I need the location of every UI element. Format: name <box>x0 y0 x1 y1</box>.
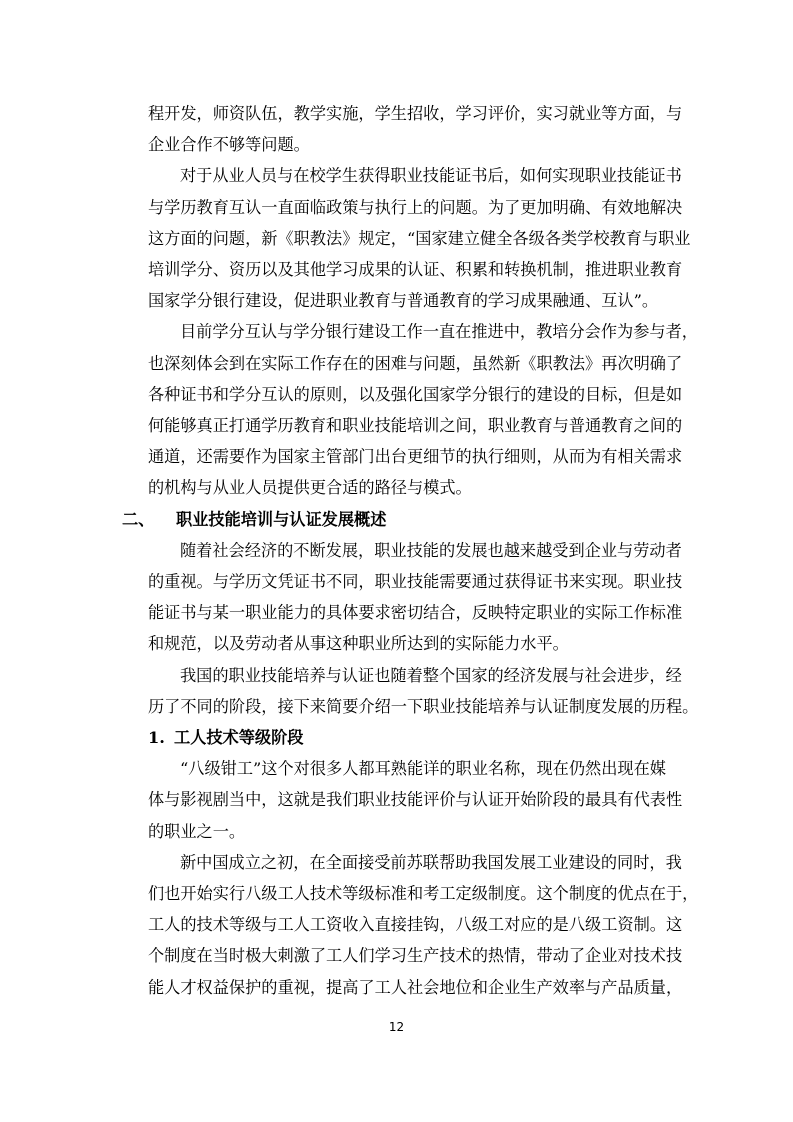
subsection-heading <box>148 722 658 753</box>
page-number: 12 <box>388 1020 405 1034</box>
text-line: 的机构与从业人员提供更合适的路径与模式。 <box>148 478 472 498</box>
text-line: 何能够真正打通学历教育和职业技能培训之间，职业教育与普通教育之间的 <box>148 416 683 436</box>
text-line: 也深刻体会到在实际工作存在的困难与问题，虽然新《职教法》再次明确了 <box>148 353 683 373</box>
text-line: 对于从业人员与在校学生获得职业技能证书后，如何实现职业技能证书 <box>180 166 682 186</box>
text-line: 和规范，以及劳动者从事这种职业所达到的实际能力水平。 <box>148 634 569 654</box>
text-line: 培训学分、资历以及其他学习成果的认证、积累和转换机制，推进职业教育 <box>148 260 683 280</box>
section-heading <box>122 504 658 535</box>
subsection-heading-number: 1. <box>148 728 165 748</box>
paragraph <box>148 660 699 722</box>
text-line: 国家学分银行建设，促进职业教育与普通教育的学习成果融通、互认”。 <box>148 291 659 311</box>
paragraph <box>148 847 699 1003</box>
paragraph <box>148 753 683 847</box>
text-line: 们也开始实行八级工人技术等级标准和考工定级制度。这个制度的优点在于， <box>148 884 699 904</box>
text-line: 工人的技术等级与工人工资收入直接挂钩，八级工对应的是八级工资制。这 <box>148 915 683 935</box>
text-line: 各种证书和学分互认的原则，以及强化国家学分银行的建设的目标，但是如 <box>148 384 683 404</box>
text-line: 随着社会经济的不断发展，职业技能的发展也越来越受到企业与劳动者 <box>180 540 682 560</box>
text-line: 程开发，师资队伍，教学实施，学生招收，学习评价，实习就业等方面，与 <box>148 104 683 123</box>
paragraph-group-intro <box>148 98 698 504</box>
paragraph <box>148 316 698 503</box>
text-line: 新中国成立之初，在全面接受前苏联帮助我国发展工业建设的同时，我 <box>180 852 682 872</box>
text-line: “八级钳工”这个对很多人都耳熟能详的职业名称，现在仍然出现在媒 <box>180 759 666 779</box>
text-line: 的职业之一。 <box>148 821 246 841</box>
text-line: 历了不同的阶段，接下来简要介绍一下职业技能培养与认证制度发展的历程。 <box>148 696 699 716</box>
text-line: 体与影视剧当中，这就是我们职业技能评价与认证开始阶段的最具有代表性 <box>148 790 683 810</box>
paragraph-group-subsection <box>148 753 699 1003</box>
text-line: 我国的职业技能培养与认证也随着整个国家的经济发展与社会进步，经 <box>180 665 682 685</box>
paragraph <box>148 160 691 316</box>
subsection-heading-title: 工人技术等级阶段 <box>174 728 304 748</box>
text-line: 能证书与某一职业能力的具体要求密切结合，反映特定职业的实际工作标准 <box>148 603 683 623</box>
section-heading-title: 职业技能培训与认证发展概述 <box>176 509 387 529</box>
paragraph <box>148 535 683 660</box>
paragraph-group-section <box>148 535 699 722</box>
text-line: 企业合作不够等问题。 <box>148 135 310 155</box>
text-line: 与学历教育互认一直面临政策与执行上的问题。为了更加明确、有效地解决 <box>148 197 683 217</box>
text-line: 目前学分互认与学分银行建设工作一直在推进中，教培分会作为参与者， <box>180 322 698 342</box>
paragraph <box>148 98 683 160</box>
text-line: 的重视。与学历文凭证书不同，职业技能需要通过获得证书来实现。职业技 <box>148 572 683 592</box>
text-line: 这方面的问题，新《职教法》规定，“国家建立健全各级各类学校教育与职业 <box>148 228 691 248</box>
section-heading-number: 二、 <box>122 509 155 529</box>
text-line: 通道，还需要作为国家主管部门出台更细节的执行细则，从而为有相关需求 <box>148 447 683 467</box>
text-line: 能人才权益保护的重视，提高了工人社会地位和企业生产效率与产品质量， <box>148 977 683 997</box>
text-line: 个制度在当时极大刺激了工人们学习生产技术的热情，带动了企业对技术技 <box>148 946 683 966</box>
body-text <box>122 98 699 1003</box>
